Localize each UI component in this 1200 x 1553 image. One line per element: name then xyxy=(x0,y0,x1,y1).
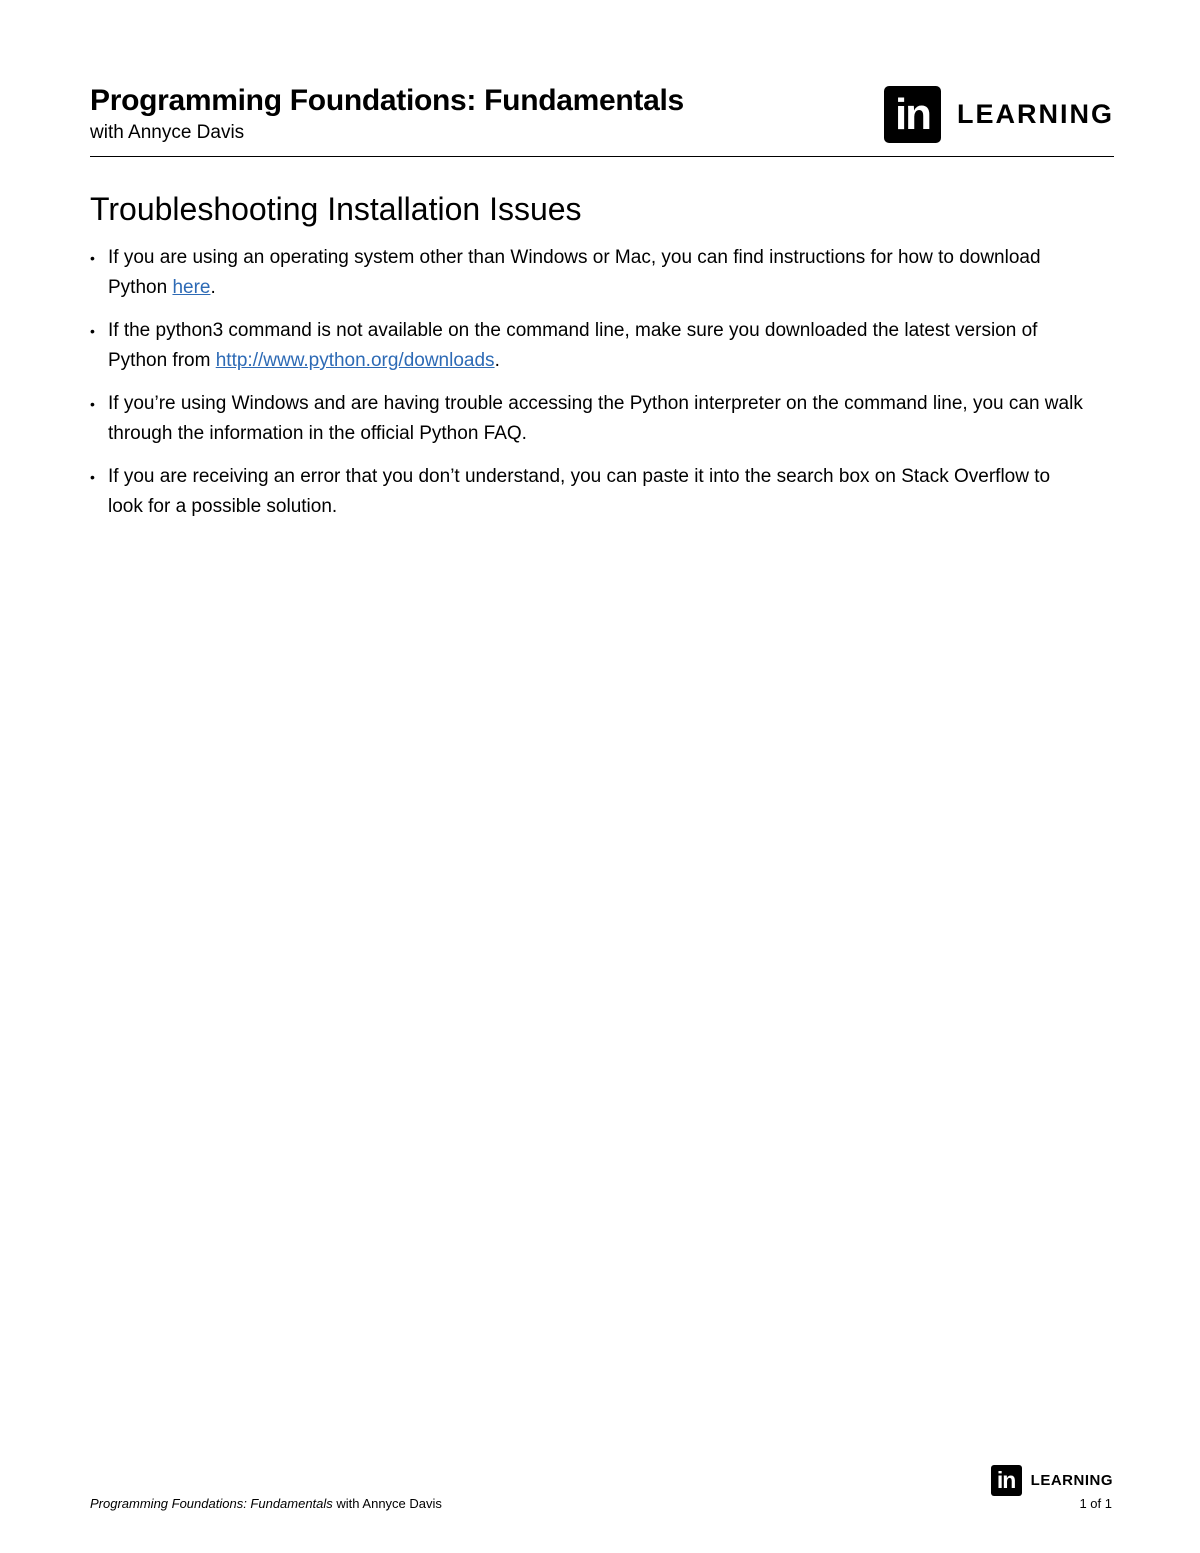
footer-course-title: Programming Foundations: Fundamentals xyxy=(90,1496,333,1511)
linkedin-in-icon: in xyxy=(884,86,941,143)
bullet-icon: • xyxy=(90,323,95,339)
section-title: Troubleshooting Installation Issues xyxy=(90,191,582,227)
python-downloads-url-link[interactable]: http://www.python.org/downloads xyxy=(215,350,495,371)
linkedin-in-icon: in xyxy=(991,1465,1022,1496)
list-item-text: If you’re using Windows and are having trouble accessing the Python interpreter on the command line, you can walk through the information in the official Python FAQ. xyxy=(108,393,1083,444)
list-item-text: If you are receiving an error that you don’t understand, you can paste it into the search box on Stack Overflow to look for a possible solution. xyxy=(108,466,1051,517)
list-item-punctuation: . xyxy=(494,350,500,371)
list-item xyxy=(90,462,1090,522)
list-item-text: If you are using an operating system other than Windows or Mac, you can find instructions for how to download Python xyxy=(108,247,1041,298)
list-item xyxy=(90,316,1090,376)
document-header xyxy=(90,82,1114,146)
bullet-icon: • xyxy=(90,469,95,485)
python-download-link[interactable]: here xyxy=(172,277,211,298)
list-item xyxy=(90,243,1090,303)
instructor-name: with Annyce Davis xyxy=(90,122,245,143)
list-item-text: If the python3 command is not available on the command line, make sure you downloaded the latest version of Python from xyxy=(108,320,1038,371)
bullet-icon: • xyxy=(90,396,95,412)
bullet-icon: • xyxy=(90,250,95,266)
course-title: Programming Foundations: Fundamentals xyxy=(90,84,684,117)
linkedin-learning-logo xyxy=(884,86,1114,143)
page-number: 1 of 1 xyxy=(1079,1496,1112,1511)
footer-course-credit xyxy=(90,1496,442,1512)
list-item-punctuation: . xyxy=(210,277,216,298)
footer-logo-wordmark: LEARNING xyxy=(1030,1472,1113,1489)
header-divider xyxy=(90,156,1114,157)
logo-wordmark: LEARNING xyxy=(957,99,1114,129)
list-item xyxy=(90,389,1090,449)
troubleshooting-list xyxy=(90,243,1090,535)
footer-instructor: with Annyce Davis xyxy=(332,1496,442,1511)
footer-linkedin-learning-logo xyxy=(991,1465,1113,1496)
